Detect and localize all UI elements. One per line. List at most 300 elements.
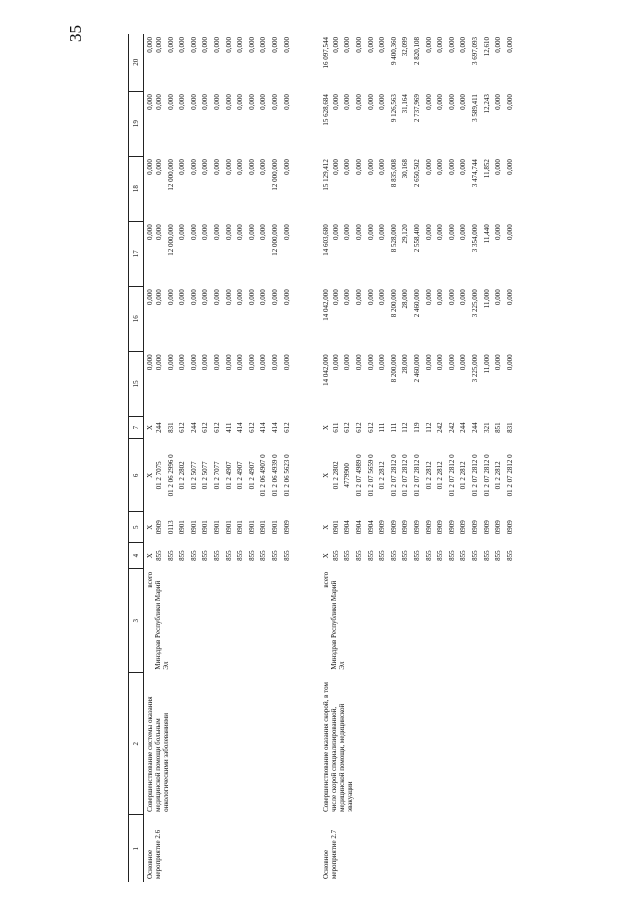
rotated-budget-table-container (128, 34, 630, 882)
section-code: 0904 (355, 520, 363, 535)
grbs-code: 855 (178, 550, 187, 561)
value-col-15: 0,000 (224, 354, 233, 371)
value-col-18: 0,000 (155, 159, 164, 175)
section-code: 0113 (166, 520, 175, 535)
value-col-20: 2 820,108 (412, 37, 421, 65)
grbs-code: 855 (494, 550, 503, 561)
value-col-17: 0,000 (213, 224, 222, 240)
value-col-17: 0,000 (505, 224, 514, 240)
value-col-17: 2 558,400 (412, 224, 421, 253)
executor-total-label: всего (146, 571, 154, 588)
value-col-18: 0,000 (459, 159, 468, 175)
value-col-19: 12,243 (482, 94, 491, 114)
value-col-18: 0,000 (378, 159, 387, 175)
value-col-17: 0,000 (224, 224, 233, 240)
grbs-code: 855 (355, 550, 363, 561)
value-col-16: 0,000 (189, 289, 198, 305)
value-col-18: 8 835,008 (389, 159, 398, 188)
measure-title: Основное мероприятие 2.6 (146, 829, 163, 879)
target-article: 01 2 07 5659 0 (366, 454, 375, 497)
value-col-15: 0,000 (436, 354, 445, 371)
value-col-15: 0,000 (201, 354, 210, 371)
value-col-17: 12 000,000 (166, 224, 175, 256)
value-col-20: 9 400,360 (389, 37, 398, 65)
value-col-16: 0,000 (201, 289, 210, 305)
value-col-15: 14 042,000 (322, 354, 331, 386)
expense-type: 612 (213, 422, 222, 433)
section-code: 0909 (378, 520, 387, 535)
value-col-19: 0,000 (436, 94, 445, 110)
value-col-18: 3 474,744 (470, 159, 479, 188)
value-col-16: 0,000 (259, 289, 268, 305)
value-col-19: 0,000 (366, 94, 375, 110)
value-col-18: 15 129,412 (322, 159, 331, 191)
value-col-15: 0,000 (494, 354, 503, 371)
value-col-16: 0,000 (155, 289, 164, 305)
section-code: 0904 (366, 520, 375, 535)
section-code: 0901 (189, 520, 198, 535)
measure-title: Основное мероприятие 2.7 (322, 829, 339, 879)
value-col-19: 0,000 (494, 94, 503, 110)
value-col-19: 0,000 (236, 94, 245, 110)
grbs-code: X (146, 553, 154, 559)
executor-cell (320, 569, 517, 673)
value-col-15: 0,000 (459, 354, 468, 371)
grbs-code: 855 (470, 550, 479, 561)
grbs-code: 855 (259, 550, 268, 561)
value-col-17: 0,000 (155, 224, 164, 240)
expense-type: 242 (447, 422, 456, 433)
value-col-19: 0,000 (331, 94, 340, 110)
value-col-20: 0,000 (331, 37, 340, 53)
value-col-19: 9 126,563 (389, 94, 398, 123)
expense-type: 414 (271, 422, 280, 433)
expense-type: 414 (236, 422, 245, 433)
expense-type: 612 (366, 422, 375, 433)
value-col-18: 0,000 (424, 159, 433, 175)
value-col-16: 0,000 (366, 289, 375, 305)
value-col-17: 0,000 (447, 224, 456, 240)
executor-cell (144, 569, 295, 673)
value-col-18: 0,000 (201, 159, 210, 175)
value-col-16: 0,000 (355, 289, 363, 305)
value-col-17: 0,000 (424, 224, 433, 240)
value-col-18: 0,000 (146, 159, 154, 175)
value-col-17: 0,000 (259, 224, 268, 240)
value-col-15: 0,000 (259, 354, 268, 371)
value-col-15: 0,000 (146, 354, 154, 371)
value-col-17: 0,000 (178, 224, 187, 240)
value-col-20: 0,000 (366, 37, 375, 53)
grbs-code: 855 (271, 550, 280, 561)
value-col-20: 0,000 (236, 37, 245, 53)
value-col-18: 0,000 (331, 159, 340, 175)
section-code: 0909 (459, 520, 468, 535)
value-col-20: 0,000 (213, 37, 222, 53)
budget-table (128, 34, 517, 882)
target-article: 01 2 2812 (436, 461, 445, 490)
value-col-20: 0,000 (155, 37, 164, 53)
expense-type: 831 (505, 422, 514, 433)
section-code: 0909 (282, 520, 291, 535)
value-col-15: 0,000 (166, 354, 175, 371)
expense-type: 321 (482, 422, 491, 433)
column-header: 17 (129, 221, 144, 286)
grbs-code: 855 (247, 550, 256, 561)
value-col-18: 0,000 (366, 159, 375, 175)
grbs-code: 855 (213, 550, 222, 561)
section-spacer (294, 34, 320, 882)
expense-type: 411 (224, 422, 233, 433)
section-code: 0909 (482, 520, 491, 535)
executor-name: Минздрав Республики Марий Эл (330, 580, 347, 670)
value-col-16: 0,000 (447, 289, 456, 305)
value-col-16: 0,000 (494, 289, 503, 305)
expense-type: 242 (436, 422, 445, 433)
column-header: 20 (129, 34, 144, 91)
target-article: 01 2 07 2812 0 (401, 454, 410, 497)
value-col-15: 0,000 (178, 354, 187, 371)
value-col-18: 0,000 (224, 159, 233, 175)
section-code: 0901 (236, 520, 245, 535)
value-col-17: 0,000 (282, 224, 291, 240)
value-col-16: 28,000 (401, 289, 410, 309)
section-code: 0901 (331, 520, 340, 535)
section-code: 0901 (224, 520, 233, 535)
target-article: 01 2 07 2812 0 (505, 454, 514, 497)
target-article: 01 2 07 2812 0 (470, 454, 479, 497)
value-col-18: 0,000 (343, 159, 352, 175)
value-col-16: 3 225,000 (470, 289, 479, 318)
expense-type: 612 (178, 422, 187, 433)
section-code: 0901 (259, 520, 268, 535)
target-article: 01 2 06 5623 0 (282, 454, 291, 497)
expense-type: X (146, 425, 154, 431)
grbs-code: 855 (401, 550, 410, 561)
column-header: 16 (129, 286, 144, 351)
value-col-17: 0,000 (366, 224, 375, 240)
value-col-18: 0,000 (236, 159, 245, 175)
value-col-19: 0,000 (459, 94, 468, 110)
expense-type: 244 (155, 422, 164, 433)
section-code: 0909 (436, 520, 445, 535)
value-col-20: 0,000 (282, 37, 291, 53)
target-article: 01 2 07 2812 0 (482, 454, 491, 497)
target-article: 01 2 2812 (494, 461, 503, 490)
value-col-17: 3 354,000 (470, 224, 479, 253)
value-col-17: 0,000 (494, 224, 503, 240)
value-col-18: 0,000 (282, 159, 291, 175)
value-col-16: 2 460,000 (412, 289, 421, 318)
value-col-20: 0,000 (178, 37, 187, 53)
expense-type: 244 (470, 422, 479, 433)
section-code: 0909 (470, 520, 479, 535)
value-col-20: 0,000 (378, 37, 387, 53)
value-col-19: 0,000 (424, 94, 433, 110)
value-col-20: 12,610 (482, 37, 491, 57)
target-article: 01 2 06 4907 0 (259, 454, 268, 497)
section-code: 0909 (412, 520, 421, 535)
grbs-code: 855 (155, 550, 164, 561)
value-col-20: 0,000 (259, 37, 268, 53)
value-col-18: 0,000 (355, 159, 363, 175)
section-code: X (322, 524, 331, 530)
value-col-18: 12 000,000 (166, 159, 175, 191)
value-col-17: 12 000,000 (271, 224, 280, 256)
target-article: 01 2 06 2996 0 (166, 454, 175, 497)
table-body (144, 34, 518, 882)
value-col-15: 0,000 (378, 354, 387, 371)
value-col-16: 0,000 (282, 289, 291, 305)
value-col-20: 0,000 (459, 37, 468, 53)
target-article: 01 2 07 2812 0 (447, 454, 456, 497)
target-article: 01 2 5077 (201, 461, 210, 490)
target-article: 01 2 2802 (331, 461, 340, 490)
value-col-18: 0,000 (189, 159, 198, 175)
value-col-18: 0,000 (178, 159, 187, 175)
value-col-17: 0,000 (146, 224, 154, 240)
value-col-15: 0,000 (447, 354, 456, 371)
value-col-19: 15 628,684 (322, 94, 331, 126)
value-col-16: 0,000 (436, 289, 445, 305)
value-col-16: 0,000 (178, 289, 187, 305)
value-col-20: 0,000 (436, 37, 445, 53)
grbs-code: 855 (282, 550, 291, 561)
expense-type: 111 (378, 422, 387, 433)
value-col-16: 0,000 (224, 289, 233, 305)
column-header: 7 (129, 416, 144, 438)
expense-type: 611 (331, 422, 340, 433)
value-col-16: 0,000 (424, 289, 433, 305)
value-col-19: 0,000 (146, 94, 154, 110)
target-article: 01 2 07 2812 0 (412, 454, 421, 497)
value-col-17: 29,120 (401, 224, 410, 244)
value-col-19: 2 737,969 (412, 94, 421, 123)
value-col-20: 0,000 (271, 37, 280, 53)
column-number-row (129, 34, 144, 882)
value-col-17: 0,000 (459, 224, 468, 240)
value-col-19: 0,000 (166, 94, 175, 110)
value-col-18: 0,000 (259, 159, 268, 175)
value-col-15: 0,000 (213, 354, 222, 371)
executor-name: Минздрав Республики Марий Эл (154, 580, 171, 670)
value-col-15: 0,000 (343, 354, 352, 371)
target-article: 01 2 2802 (178, 461, 187, 490)
value-col-17: 0,000 (247, 224, 256, 240)
section-code: 0901 (178, 520, 187, 535)
expense-type: 414 (259, 422, 268, 433)
grbs-code: 855 (366, 550, 375, 561)
target-article: 01 2 07 4989 0 (355, 454, 363, 497)
value-col-15: 11,000 (482, 354, 491, 374)
column-header: 18 (129, 156, 144, 221)
value-col-19: 0,000 (189, 94, 198, 110)
value-col-18: 0,000 (494, 159, 503, 175)
value-col-16: 0,000 (343, 289, 352, 305)
grbs-code: 855 (224, 550, 233, 561)
expense-type: 244 (459, 422, 468, 433)
table-row (320, 34, 332, 882)
value-col-20: 16 097,544 (322, 37, 331, 69)
target-article: 01 2 06 4939 0 (271, 454, 280, 497)
value-col-20: 0,000 (224, 37, 233, 53)
value-col-19: 0,000 (224, 94, 233, 110)
target-article: 01 2 7075 (155, 461, 164, 490)
expense-type: X (322, 425, 331, 431)
grbs-code: 855 (436, 550, 445, 561)
expense-type: 831 (166, 422, 175, 433)
section-code: 0909 (401, 520, 410, 535)
value-col-19: 0,000 (213, 94, 222, 110)
grbs-code: 855 (505, 550, 514, 561)
value-col-19: 0,000 (247, 94, 256, 110)
expense-type: 612 (282, 422, 291, 433)
value-col-19: 0,000 (282, 94, 291, 110)
target-article: 01 2 4907 (247, 461, 256, 490)
section-code: X (146, 524, 154, 530)
expense-type: 111 (389, 422, 398, 433)
value-col-20: 0,000 (201, 37, 210, 53)
value-col-17: 0,000 (201, 224, 210, 240)
value-col-20: 0,000 (189, 37, 198, 53)
value-col-20: 32,099 (401, 37, 410, 57)
target-article: X (146, 472, 154, 478)
executor-total-label: всего (322, 571, 331, 588)
column-header: 15 (129, 351, 144, 416)
value-col-19: 0,000 (343, 94, 352, 110)
target-article: 01 2 5077 (189, 461, 198, 490)
section-code: 0909 (447, 520, 456, 535)
value-col-15: 0,000 (247, 354, 256, 371)
table-row (144, 34, 156, 882)
value-col-17: 8 528,000 (389, 224, 398, 253)
expense-type: 119 (412, 422, 421, 433)
value-col-19: 0,000 (447, 94, 456, 110)
grbs-code: 855 (482, 550, 491, 561)
value-col-16: 0,000 (459, 289, 468, 305)
column-header: 6 (129, 439, 144, 512)
value-col-16: 0,000 (271, 289, 280, 305)
value-col-17: 0,000 (343, 224, 352, 240)
grbs-code: 855 (201, 550, 210, 561)
value-col-20: 0,000 (447, 37, 456, 53)
section-code: 0901 (247, 520, 256, 535)
spacer-cell (294, 34, 320, 882)
value-col-15: 28,000 (401, 354, 410, 374)
target-article: 01 2 07 2812 0 (389, 454, 398, 497)
grbs-code: 855 (166, 550, 175, 561)
value-col-15: 0,000 (355, 354, 363, 371)
value-col-19: 0,000 (178, 94, 187, 110)
value-col-20: 0,000 (247, 37, 256, 53)
value-col-15: 0,000 (424, 354, 433, 371)
value-col-18: 2 650,502 (412, 159, 421, 188)
value-col-16: 0,000 (236, 289, 245, 305)
expense-type: 612 (355, 422, 363, 433)
section-code: 0909 (155, 520, 164, 535)
value-col-15: 0,000 (189, 354, 198, 371)
value-col-15: 0,000 (282, 354, 291, 371)
value-col-19: 0,000 (505, 94, 514, 110)
value-col-19: 0,000 (355, 94, 363, 110)
target-article: X (322, 472, 331, 478)
measure-description: Совершенствование оказания скорой, в том числе скорой специализированной, медицинской помощи, медицинской эвакуации (322, 682, 355, 812)
value-col-16: 0,000 (378, 289, 387, 305)
value-col-19: 0,000 (259, 94, 268, 110)
value-col-16: 0,000 (146, 289, 154, 305)
grbs-code: 855 (412, 550, 421, 561)
value-col-18: 0,000 (505, 159, 514, 175)
grbs-code: 855 (459, 550, 468, 561)
value-col-18: 0,000 (247, 159, 256, 175)
expense-type: 112 (424, 422, 433, 433)
section-code: 0901 (201, 520, 210, 535)
section-code: 0901 (213, 520, 222, 535)
value-col-20: 0,000 (146, 37, 154, 53)
grbs-code: 855 (424, 550, 433, 561)
value-col-19: 3 589,411 (470, 94, 479, 122)
value-col-15: 0,000 (505, 354, 514, 371)
section-code: 0904 (343, 520, 352, 535)
value-col-17: 0,000 (331, 224, 340, 240)
expense-type: 851 (494, 422, 503, 433)
column-header: 1 (129, 815, 144, 882)
value-col-17: 0,000 (236, 224, 245, 240)
expense-type: 612 (247, 422, 256, 433)
column-header: 3 (129, 569, 144, 673)
value-col-17: 0,000 (189, 224, 198, 240)
grbs-code: 855 (189, 550, 198, 561)
grbs-code: X (322, 553, 331, 559)
page-number: 35 (66, 25, 85, 42)
value-col-18: 12 000,000 (271, 159, 280, 191)
grbs-code: 855 (389, 550, 398, 561)
value-col-20: 0,000 (494, 37, 503, 53)
target-article: 01 2 4907 (224, 461, 233, 490)
value-col-18: 30,168 (401, 159, 410, 179)
value-col-17: 14 603,680 (322, 224, 331, 256)
value-col-17: 0,000 (378, 224, 387, 240)
value-col-15: 8 200,000 (389, 354, 398, 383)
expense-type: 112 (401, 422, 410, 433)
value-col-16: 0,000 (166, 289, 175, 305)
value-col-16: 0,000 (213, 289, 222, 305)
grbs-code: 855 (447, 550, 456, 561)
value-col-20: 0,000 (424, 37, 433, 53)
value-col-15: 0,000 (366, 354, 375, 371)
value-col-18: 0,000 (213, 159, 222, 175)
measure-description: Совершенствование системы оказания медицинской помощи больным онкологическими заболеваниями (146, 696, 171, 812)
section-code: 0909 (424, 520, 433, 535)
value-col-15: 0,000 (271, 354, 280, 371)
value-col-20: 0,000 (355, 37, 363, 53)
target-article: 01 2 4907 (236, 461, 245, 490)
value-col-18: 11,852 (482, 159, 491, 179)
grbs-code: 855 (236, 550, 245, 561)
target-article: 01 2 2812 (378, 461, 387, 490)
value-col-16: 0,000 (505, 289, 514, 305)
value-col-16: 11,000 (482, 289, 491, 309)
column-header: 19 (129, 91, 144, 156)
value-col-17: 0,000 (355, 224, 363, 240)
value-col-18: 0,000 (436, 159, 445, 175)
value-col-20: 0,000 (505, 37, 514, 53)
target-article: 01 2 2812 (459, 461, 468, 490)
column-header: 2 (129, 673, 144, 815)
value-col-16: 14 042,000 (322, 289, 331, 321)
value-col-16: 0,000 (331, 289, 340, 305)
value-col-19: 31,164 (401, 94, 410, 114)
